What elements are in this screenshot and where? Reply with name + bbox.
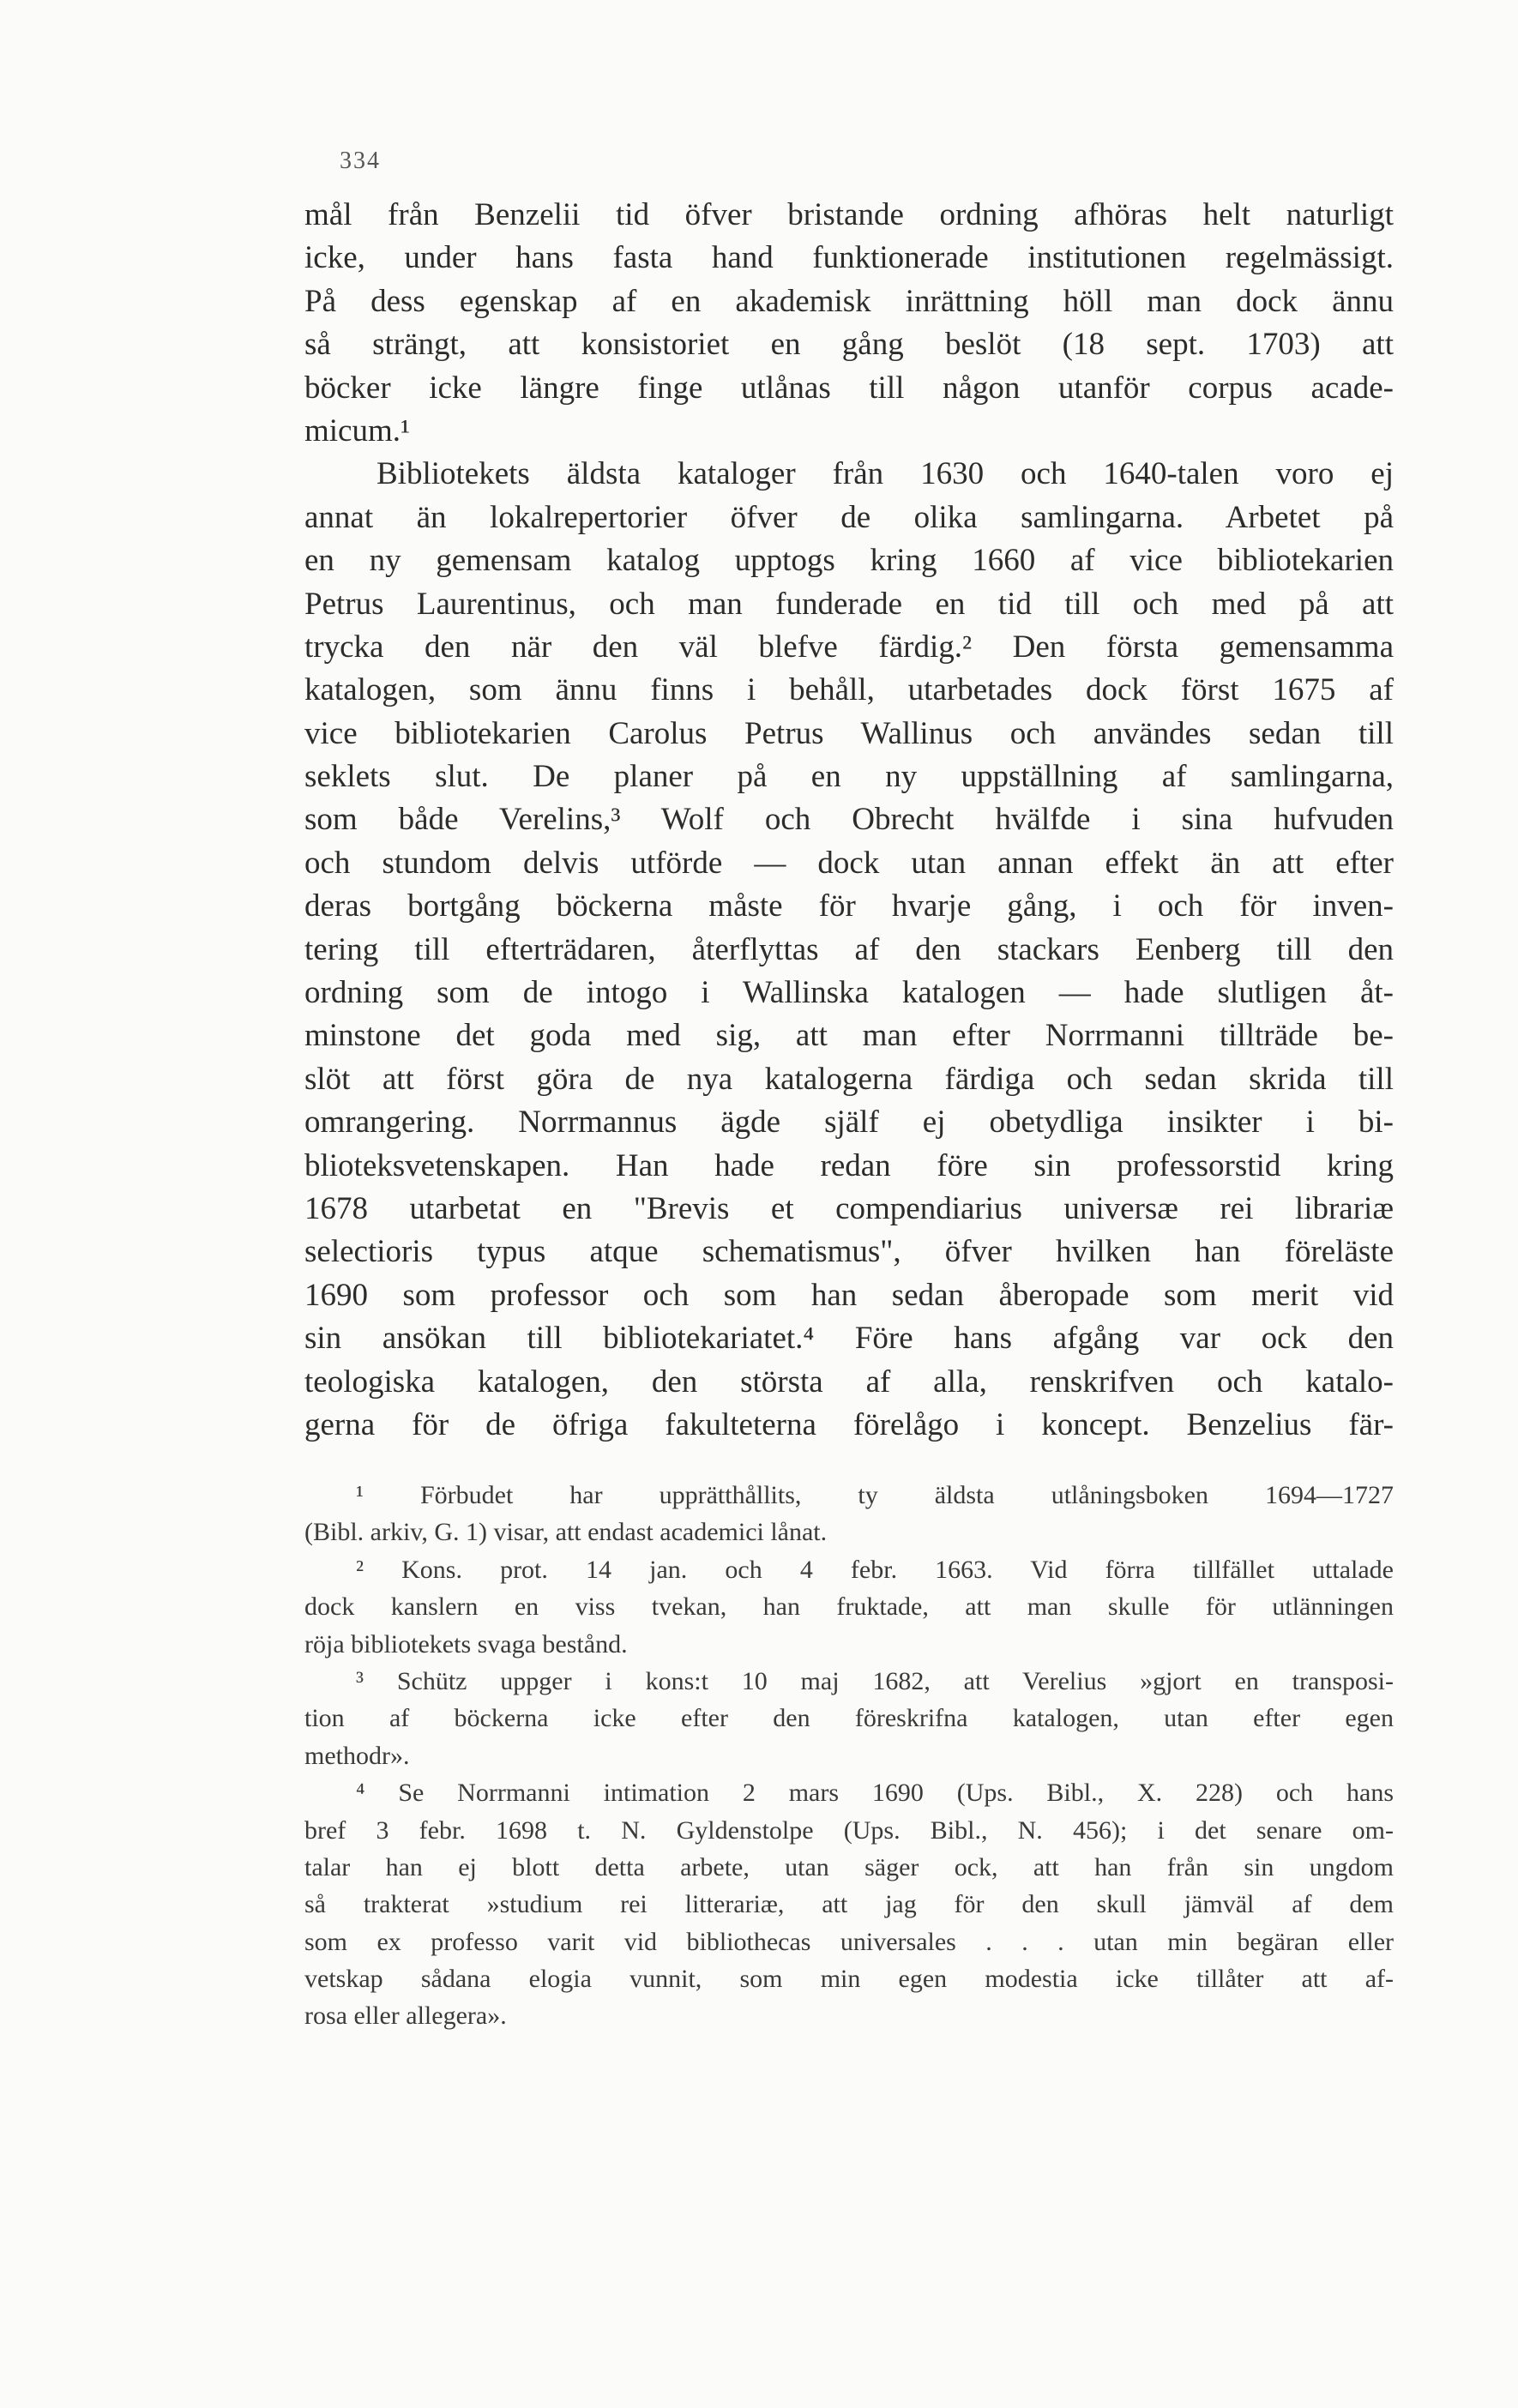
footnote-line: ² Kons. prot. 14 jan. och 4 febr. 1663. Vid förra tillfället uttalade xyxy=(356,1555,1394,1584)
body-line: och stundom delvis utförde — dock utan annan effekt än att efter xyxy=(304,845,1394,881)
body-line: ordning som de intogo i Wallinska katalogen — hade slutligen åt- xyxy=(304,975,1394,1011)
body-line: sin ansökan till bibliotekariatet.⁴ Före hans afgång var ock den xyxy=(304,1321,1394,1357)
body-line: minstone det goda med sig, att man efter Norrmanni tillträde be- xyxy=(304,1018,1394,1054)
footnote-line: dock kanslern en viss tvekan, han fruktade, att man skulle för utlänningen xyxy=(304,1592,1394,1622)
body-line: vice bibliotekarien Carolus Petrus Wallinus och användes sedan till xyxy=(304,715,1394,751)
body-line: deras bortgång böckerna måste för hvarje gång, i och för inven- xyxy=(304,888,1394,924)
body-line: katalogen, som ännu finns i behåll, utarbetades dock först 1675 af xyxy=(304,672,1394,708)
footnote-line: ¹ Förbudet har upprätthållits, ty äldsta utlåningsboken 1694—1727 xyxy=(356,1481,1394,1509)
footnote-line: ⁴ Se Norrmanni intimation 2 mars 1690 (Ups. Bibl., X. 228) och hans xyxy=(356,1779,1394,1808)
footnote-line: rosa eller allegera». xyxy=(304,2002,507,2031)
body-line: som både Verelins,³ Wolf och Obrecht hvälfde i sina hufvuden xyxy=(304,802,1394,838)
footnote-line: som ex professo varit vid bibliothecas universales . . . utan min begäran eller xyxy=(304,1927,1394,1956)
body-line: Bibliotekets äldsta kataloger från 1630 och 1640-talen voro ej xyxy=(376,456,1394,492)
body-line: gerna för de öfriga fakulteterna förelågo i koncept. Benzelius fär- xyxy=(304,1406,1394,1442)
footnote-line: röja bibliotekets svaga bestånd. xyxy=(304,1629,628,1659)
body-line: Petrus Laurentinus, och man funderade en tid till och med på att xyxy=(304,586,1394,622)
footnote-line: methodr». xyxy=(304,1741,410,1770)
body-line: seklets slut. De planer på en ny uppställning af samlingarna, xyxy=(304,759,1394,795)
body-line: en ny gemensam katalog upptogs kring 1660 af vice bibliotekarien xyxy=(304,543,1394,579)
body-line: slöt att först göra de nya katalogerna färdiga och sedan skrida till xyxy=(304,1061,1394,1097)
body-text xyxy=(304,194,1394,1447)
body-line: så strängt, att konsistoriet en gång beslöt (18 sept. 1703) att xyxy=(304,327,1394,363)
body-line: selectioris typus atque schematismus", öfver hvilken han föreläste xyxy=(304,1234,1394,1270)
body-line: icke, under hans fasta hand funktionerade institutionen regelmässigt. xyxy=(304,240,1394,276)
body-line: omrangering. Norrmannus ägde själf ej obetydliga insikter i bi- xyxy=(304,1105,1394,1141)
body-line: blioteksvetenskapen. Han hade redan före sin professorstid kring xyxy=(304,1147,1394,1183)
body-line: teologiska katalogen, den största af alla, renskrifven och katalo- xyxy=(304,1364,1394,1400)
body-line: annat än lokalrepertorier öfver de olika samlingarna. Arbetet på xyxy=(304,499,1394,535)
footnote-line: (Bibl. arkiv, G. 1) visar, att endast academici lånat. xyxy=(304,1518,828,1547)
body-line: mål från Benzelii tid öfver bristande ordning afhöras helt naturligt xyxy=(304,197,1394,232)
body-line: 1678 utarbetat en "Brevis et compendiarius universæ rei librariæ xyxy=(304,1190,1394,1226)
footnotes xyxy=(304,1477,1394,2035)
footnote-line: talar han ej blott detta arbete, utan säger ock, att han från sin ungdom xyxy=(304,1852,1394,1881)
footnote-line: så trakterat »studium rei litterariæ, att jag för den skull jämväl af dem xyxy=(304,1890,1394,1919)
body-line: På dess egenskap af en akademisk inrättning höll man dock ännu xyxy=(304,283,1394,319)
footnote-line: tion af böckerna icke efter den föreskrifna katalogen, utan efter egen xyxy=(304,1704,1394,1733)
body-line: böcker icke längre finge utlånas till någon utanför corpus acade- xyxy=(304,370,1394,406)
body-line: micum.¹ xyxy=(304,412,411,448)
body-line: 1690 som professor och som han sedan åberopade som merit vid xyxy=(304,1277,1394,1313)
body-line: trycka den när den väl blefve färdig.² Den första gemensamma xyxy=(304,629,1394,665)
body-line: tering till efterträdaren, återflyttas af den stackars Eenberg till den xyxy=(304,931,1394,967)
footnote-line: bref 3 febr. 1698 t. N. Gyldenstolpe (Ups. Bibl., N. 456); i det senare om- xyxy=(304,1815,1394,1845)
footnote-line: ³ Schütz uppger i kons:t 10 maj 1682, att Verelius »gjort en transposi- xyxy=(356,1666,1394,1695)
footnote-line: vetskap sådana elogia vunnit, som min egen modestia icke tillåter att af- xyxy=(304,1965,1394,1994)
page-number: 334 xyxy=(340,147,381,174)
